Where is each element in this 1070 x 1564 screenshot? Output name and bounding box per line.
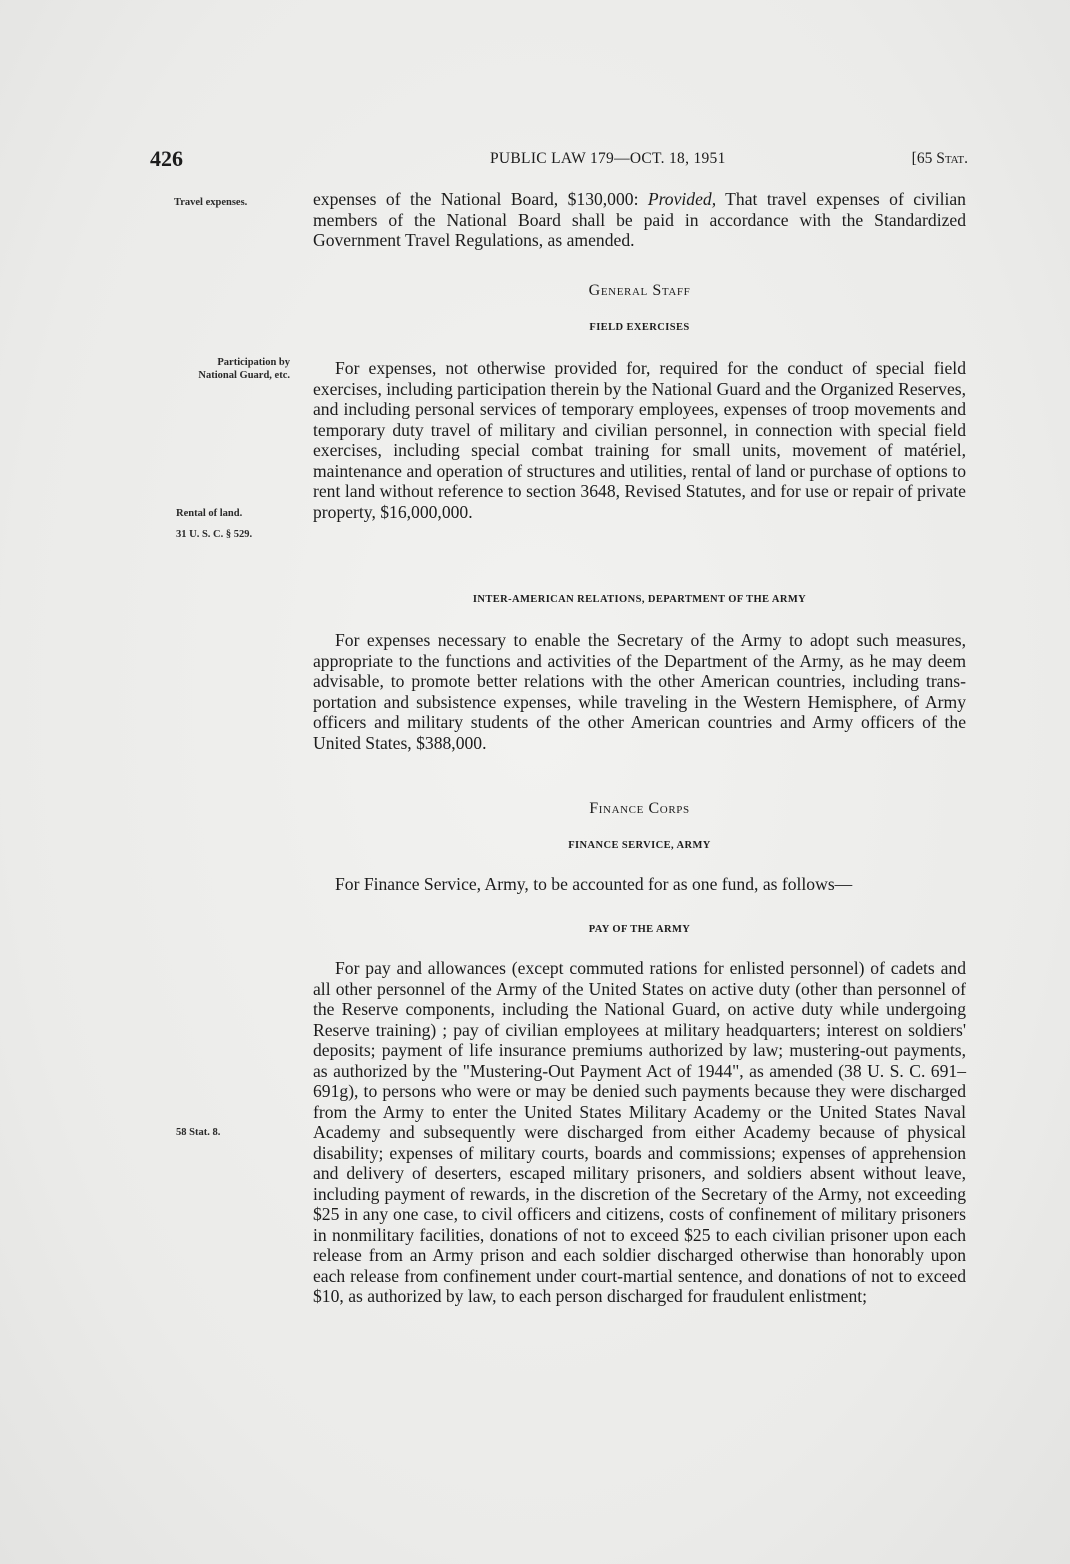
- finance-service-paragraph: For Finance Service, Army, to be accounted for as one fund, as follows—: [335, 874, 853, 894]
- pay-of-the-army-paragraph: For pay and allowances (except commuted rations for enlisted personnel) of cadets and all other personnel of the Army of the United States on active duty (other than personnel of the Reserve components, including the National Guard, on active duty while undergoing Reserve training) ; pay of civilian employees at military headquarters; interest on soldiers' deposits; payment of life insurance premiums authorized by law; mustering-out payments, as authorized by the "Mustering-Out Payment Act of 1944", as amended (38 U. S. C. 691–691g), to persons who were or may be denied such payments because they were discharged from the Army to enter the United States Military Academy or the United States Naval Academy and subsequently were discharged from either Academy because of physical disability; expenses of military courts, boards and commissions; expenses of apprehension and delivery of deserters, escaped military prisoners, and soldiers absent without leave, including payment of rewards, in the discretion of the Secretary of the Army, not exceeding $25 in any one case, to civil officers and citizens, costs of confinement of military prisoners in nonmilitary facilities, donations of not to exceed $25 to each civilian prisoner upon each release from an Army prison and each soldier discharged otherwise than honorably upon each release from confinement under court-martial sentence, and donations of not to exceed $10, as authorized by law, to each person discharged for fraudulent enlistment;: [313, 958, 966, 1306]
- field-exercises-paragraph: For expenses, not otherwise provided for, required for the conduct of special field exercises, including participation therein by the National Guard and the Organized Reserves, and including personal services of temporary employees, expenses of troop movements and temporary duty travel of military and civilian personnel, in connection with special field exercises, including special combat training for small units, movement of matériel, maintenance and operation of structures and utilities, rental of land or purchase of options to rent land without reference to section 3648, Revised Statutes, and for use or repair of private property, $16,000,000.: [313, 358, 966, 522]
- running-head: PUBLIC LAW 179—OCT. 18, 1951: [490, 150, 726, 167]
- inter-american-paragraph: For expenses necessary to enable the Secretary of the Army to adopt such measures, appropriate to the functions and activities of the Department of the Army, as he may deem advisable, to promote better relations with the other American countries, including transportation and subsistence expenses, while traveling in the Western Hemisphere, of Army officers and military students of the other American countries and Army officers of the United States, $388,000.: [313, 630, 966, 753]
- travel-text-after: That travel expenses of civilian members of the National Board shall be paid in accordance with the Standardized Government Travel Regulations, as amended.: [313, 189, 966, 250]
- page-header: [150, 146, 970, 176]
- heading-finance-corps: Finance Corps: [589, 800, 690, 817]
- statute-reference: [912, 150, 968, 168]
- heading-pay-of-the-army: PAY OF THE ARMY: [588, 924, 691, 935]
- margin-note-participation: [150, 356, 290, 382]
- page-number: 426: [150, 146, 183, 171]
- heading-inter-american-relations: INTER-AMERICAN RELATIONS, DEPARTMENT OF THE ARMY: [472, 594, 807, 605]
- margin-note-58-stat: 58 Stat. 8.: [176, 1127, 221, 1138]
- margin-note-travel-expenses: Travel expenses.: [174, 197, 248, 208]
- margin-note-participation-line1: Participation by: [217, 357, 290, 368]
- heading-field-exercises: FIELD EXERCISES: [589, 322, 690, 333]
- heading-finance-service: FINANCE SERVICE, ARMY: [568, 840, 711, 851]
- heading-general-staff: General Staff: [588, 282, 691, 299]
- margin-note-usc-ref: 31 U. S. C. § 529.: [176, 529, 253, 540]
- travel-expenses-paragraph: [313, 189, 966, 251]
- travel-text-italic: Provided,: [647, 189, 717, 209]
- stat-ref-prefix: [65: [911, 150, 937, 167]
- travel-text-before: expenses of the National Board, $130,000:: [313, 189, 648, 209]
- stat-ref-label: Stat.: [936, 150, 968, 167]
- margin-note-participation-line2: National Guard, etc.: [198, 370, 290, 381]
- margin-note-rental-of-land: Rental of land.: [176, 508, 243, 519]
